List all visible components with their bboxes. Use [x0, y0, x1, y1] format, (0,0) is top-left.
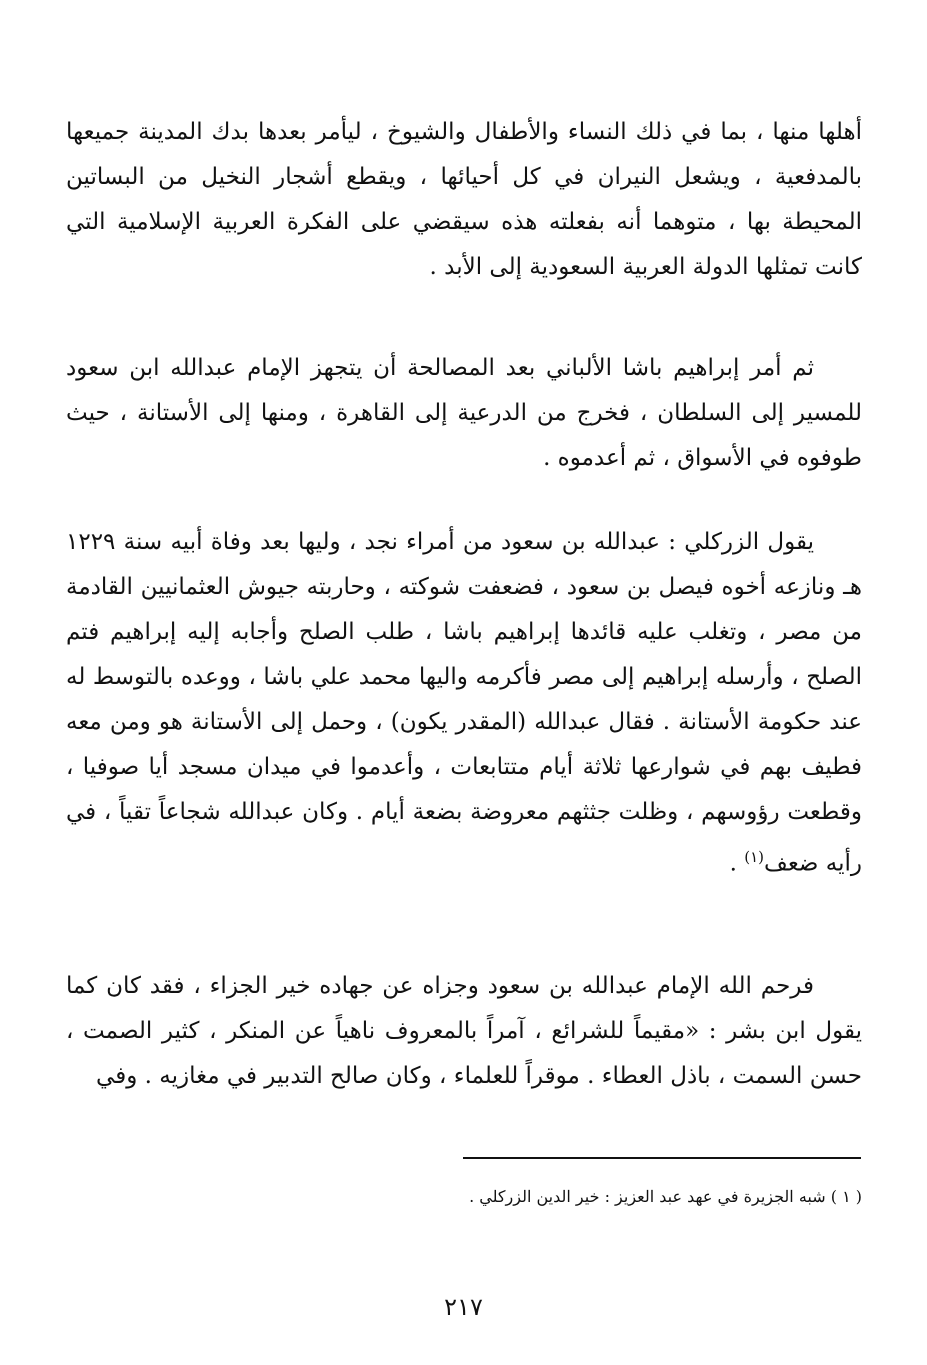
page-number: ٢١٧	[444, 1293, 483, 1321]
footnote-divider	[463, 1157, 861, 1159]
paragraph-4	[66, 964, 862, 1099]
paragraph-2-text: ثم أمر إبراهيم باشا الألباني بعد المصالحة أن يتجهز الإمام عبدالله ابن سعود للمسير إلى السلطان ، فخرج من الدرعية إلى القاهرة ، ومنها إلى الأستانة ، حيث طوفوه في الأسواق ، ثم أعدموه .	[66, 355, 862, 471]
footnote-text: شبه الجزيرة في عهد عبد العزيز : خير الدين الزركلي .	[469, 1187, 826, 1206]
footnote-reference: (١)	[744, 848, 765, 866]
paragraph-1-text: أهلها منها ، بما في ذلك النساء والأطفال والشيوخ ، ليأمر بعدها بدك المدينة جميعها بالمدفعية ، ويشعل النيران في كل أحيائها ، ويقطع أشجار النخيل من البساتين المحيطة بها ، متوهما أنه بفعلته هذه سيقضي على الفكرة العربية الإسلامية التي كانت تمثلها الدولة العربية السعودية إلى الأبد .	[66, 119, 862, 280]
paragraph-3-end: .	[729, 850, 745, 877]
paragraph-3	[66, 520, 862, 887]
footnote	[300, 1183, 862, 1211]
paragraph-2	[66, 346, 862, 481]
paragraph-4-text: فرحم الله الإمام عبدالله بن سعود وجزاه عن جهاده خير الجزاء ، فقد كان كما يقول ابن بشر : «مقيماً للشرائع ، آمراً بالمعروف ناهياً عن المنكر ، كثير الصمت ، حسن السمت ، باذل العطاء . موقراً للعلماء ، وكان صالح التدبير في مغازيه . وفي	[66, 973, 862, 1089]
paragraph-3-container	[66, 520, 862, 887]
paragraph-1	[66, 110, 862, 290]
footnote-marker: ( ١ )	[830, 1187, 862, 1206]
paragraph-3-text: يقول الزركلي : عبدالله بن سعود من أمراء نجد ، وليها بعد وفاة أبيه سنة ١٢٢٩ هـ ونازعه أخوه فيصل بن سعود ، فضعفت شوكته ، وحاربته جيوش العثمانيين القادمة من مصر ، وتغلب عليه قائدها إبراهيم باشا ، طلب الصلح وأجابه إليه إبراهيم فتم الصلح ، وأرسله إبراهيم إلى مصر فأكرمه واليها محمد علي باشا ، ووعده بالتوسط له عند حكومة الأستانة . فقال عبدالله (المقدر يكون) ، وحمل إلى الأستانة هو ومن معه فطيف بهم في شوارعها ثلاثة أيام متتابعات ، وأعدموا في ميدان مسجد أيا صوفيا ، وقطعت رؤوسهم ، وظلت جثثهم معروضة بضعة أيام . وكان عبدالله شجاعاً تقياً ، في رأيه ضعف	[66, 529, 862, 877]
